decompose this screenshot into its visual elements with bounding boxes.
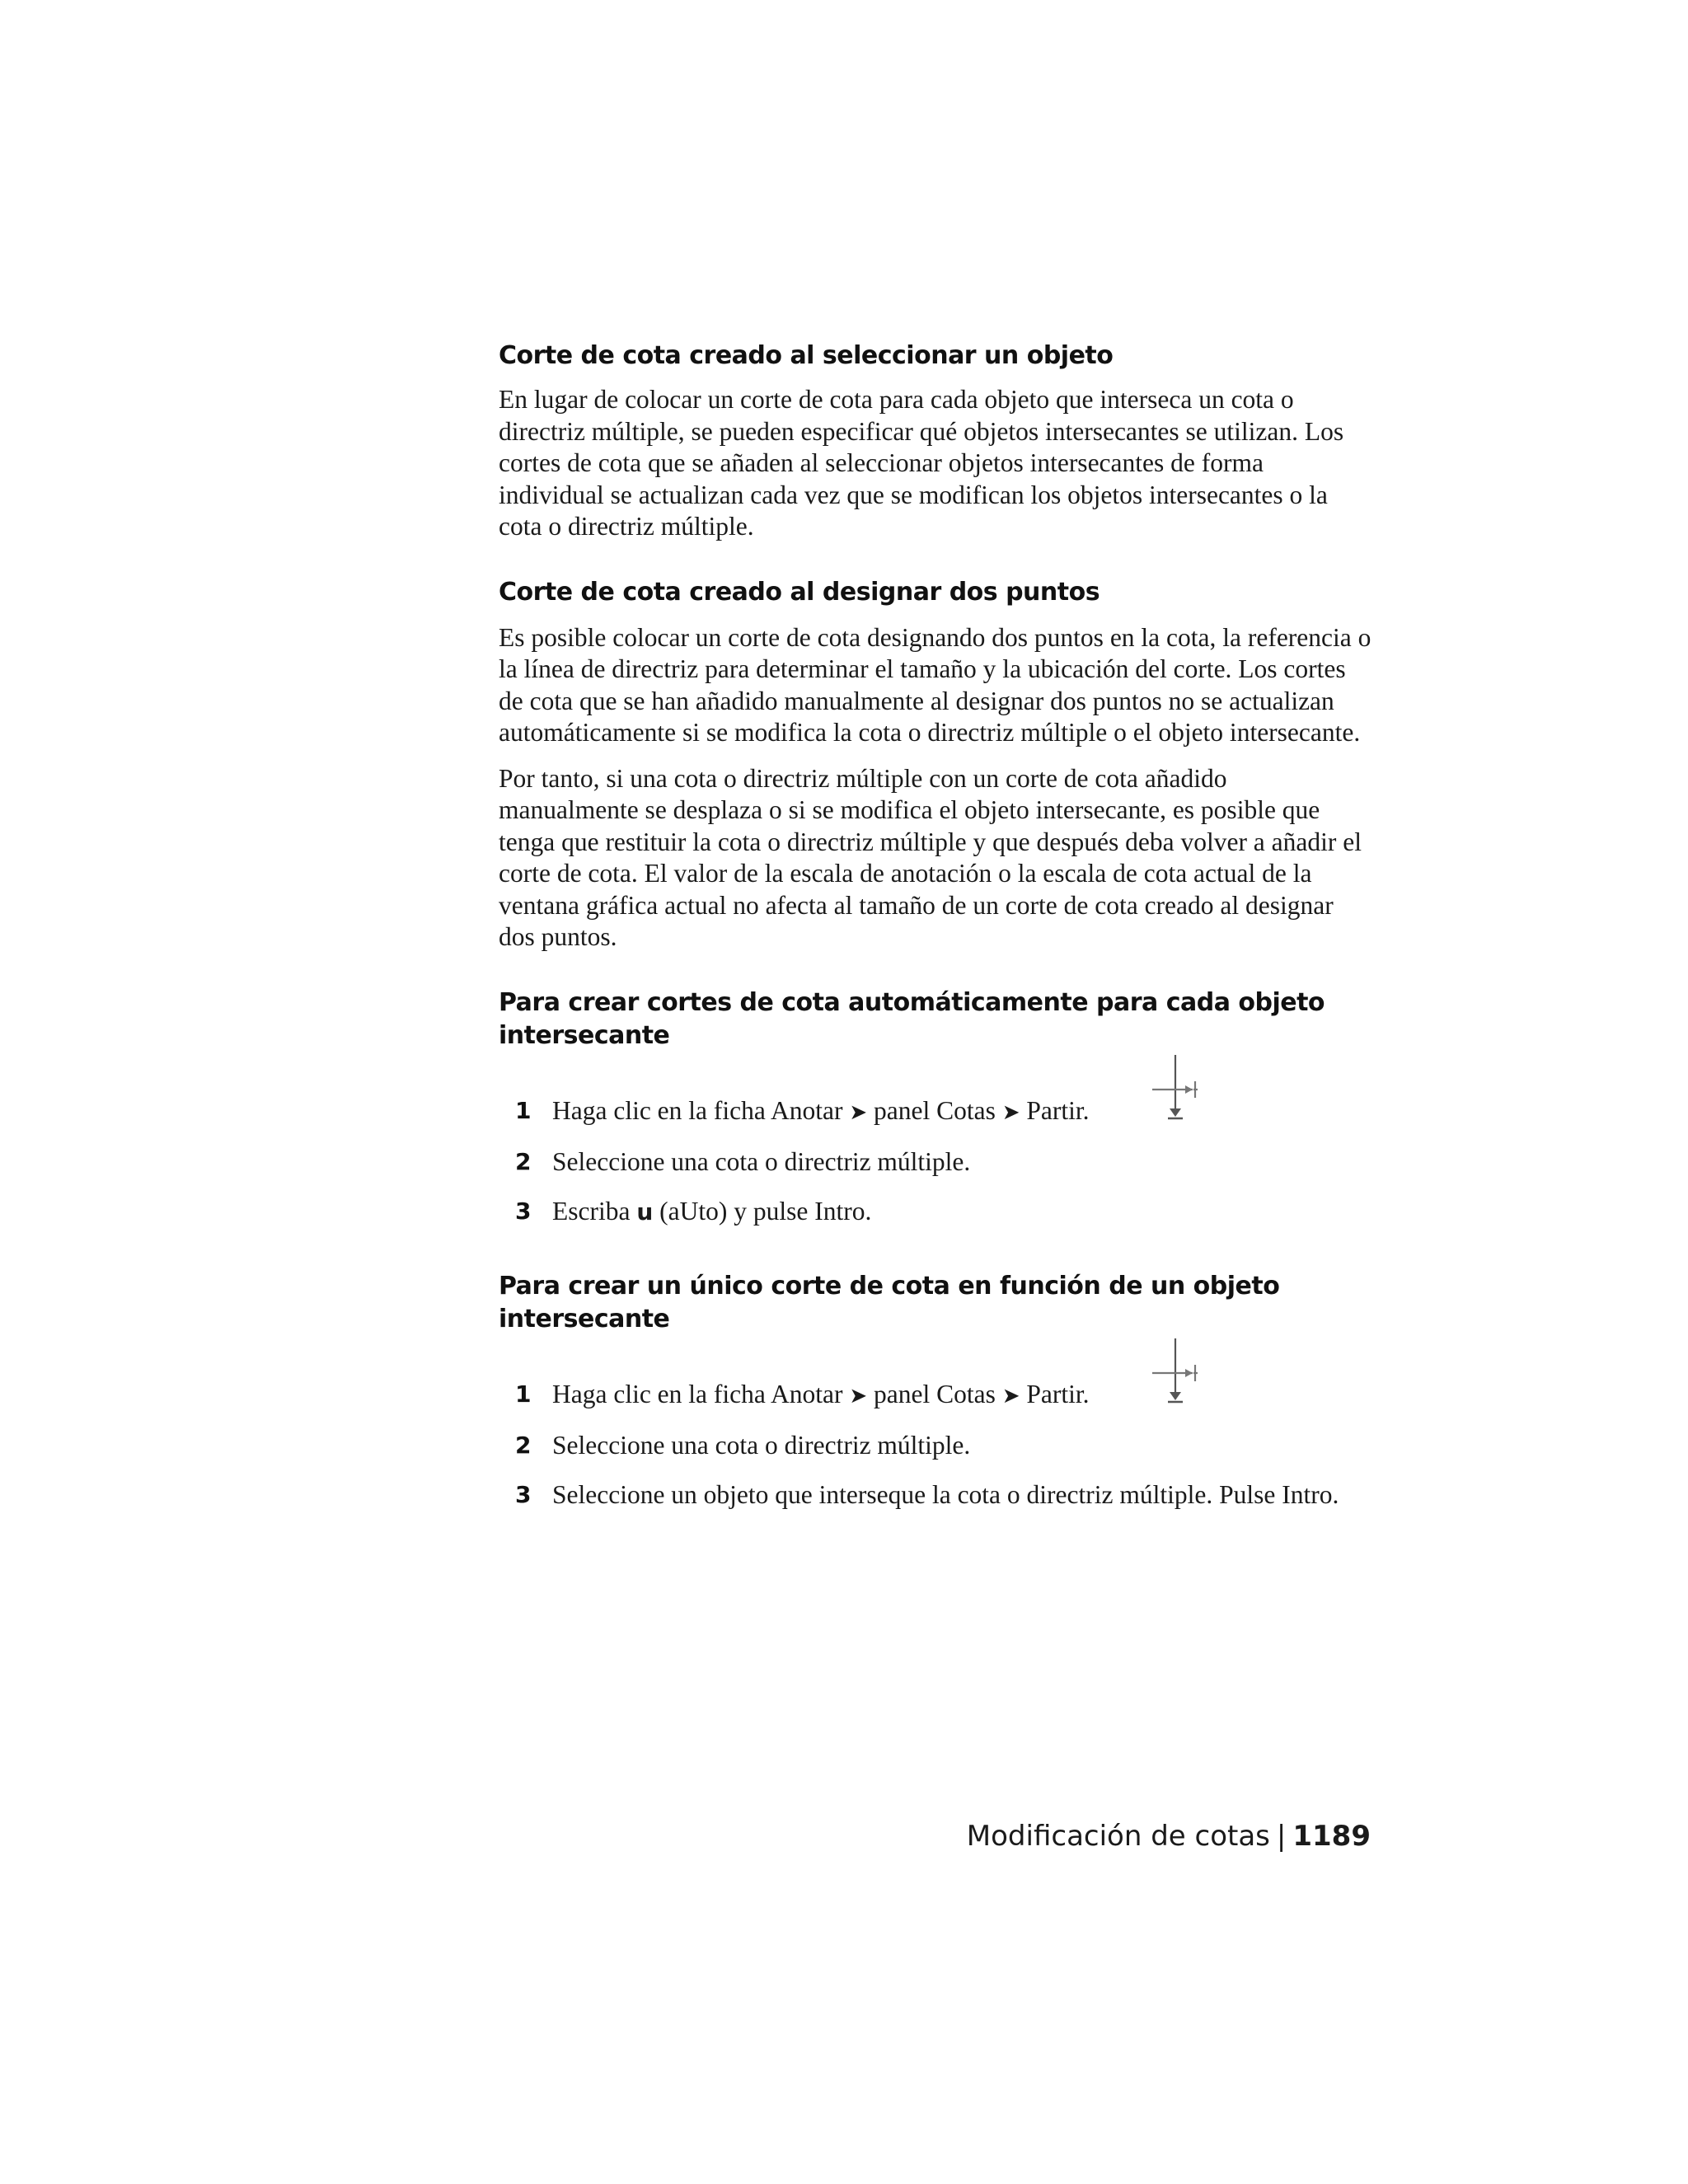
procedure-step bbox=[499, 1430, 1372, 1462]
footer-separator: | bbox=[1276, 1820, 1287, 1853]
procedure-step bbox=[499, 1479, 1372, 1511]
section-heading-two-points: Corte de cota creado al designar dos puntos bbox=[499, 577, 1100, 607]
step-text: Escriba u (aUto) y pulse Intro. bbox=[552, 1196, 872, 1226]
step-text: Seleccione una cota o directriz múltiple. bbox=[552, 1431, 971, 1460]
page-footer bbox=[967, 1818, 1371, 1854]
dimension-break-icon bbox=[1150, 1052, 1201, 1127]
step-number: 1 bbox=[515, 1380, 532, 1408]
procedure-step bbox=[499, 1196, 1372, 1229]
menu-arrow-icon: ➤ bbox=[849, 1384, 868, 1408]
step-text: Haga clic en la ficha Anotar ➤ panel Cotas ➤ Partir. bbox=[552, 1095, 1090, 1125]
procedure-heading-automatic: Para crear cortes de cota automáticamente para cada objeto intersecante bbox=[499, 987, 1325, 1050]
procedure-step bbox=[499, 1336, 1372, 1413]
paragraph-select-object: En lugar de colocar un corte de cota para cada objeto que interseca un cota o directriz múltiple, se pueden especificar qué objetos intersecantes se utilizan. Los cortes de cota que se añaden al seleccionar objetos intersecantes de forma individual se actualizan cada vez que se modifican los objetos intersecantes o la cota o directriz múltiple. bbox=[499, 385, 1344, 541]
procedure-heading-single: Para crear un único corte de cota en función de un objeto intersecante bbox=[499, 1272, 1280, 1333]
step-number: 2 bbox=[515, 1147, 532, 1175]
menu-arrow-icon: ➤ bbox=[849, 1099, 868, 1125]
step-text: Seleccione una cota o directriz múltiple. bbox=[552, 1146, 971, 1176]
menu-arrow-icon: ➤ bbox=[1001, 1384, 1020, 1408]
step-number: 2 bbox=[515, 1432, 532, 1459]
procedure-steps-single bbox=[499, 1336, 1372, 1511]
procedure-steps-automatic bbox=[499, 1052, 1372, 1229]
footer-section-title: Modificación de cotas bbox=[966, 1820, 1270, 1853]
procedure-step bbox=[499, 1052, 1372, 1129]
page-content bbox=[499, 340, 1372, 1511]
section-heading-select-object: Corte de cota creado al seleccionar un objeto bbox=[499, 341, 1114, 370]
step-number: 1 bbox=[515, 1096, 532, 1124]
procedure-step bbox=[499, 1146, 1372, 1179]
step-number: 3 bbox=[515, 1481, 532, 1508]
paragraph-two-points-2: Por tanto, si una cota o directriz múltiple con un corte de cota añadido manualmente se desplaza o si se modifica el objeto intersecante, es posible que tenga que restituir la cota o directriz múltiple y que después deba volver a añadir el corte de cota. El valor de la escala de anotación o la escala de cota actual de la ventana gráfica actual no afecta al tamaño de un corte de cota creado al designar dos puntos. bbox=[499, 763, 1362, 951]
step-text: Seleccione un objeto que interseque la cota o directriz múltiple. Pulse Intro. bbox=[552, 1480, 1339, 1509]
paragraph-two-points-1: Es posible colocar un corte de cota designando dos puntos en la cota, la referencia o la línea de directriz para determinar el tamaño y la ubicación del corte. Los cortes de cota que se han añadido manualmente al designar dos puntos no se actualizan automáticamente si se modifica la cota o directriz múltiple o el objeto intersecante. bbox=[499, 622, 1372, 747]
step-number: 3 bbox=[515, 1197, 532, 1225]
keyboard-input: u bbox=[636, 1197, 654, 1226]
dimension-break-icon bbox=[1150, 1336, 1201, 1410]
menu-arrow-icon: ➤ bbox=[1001, 1099, 1020, 1125]
page-number: 1189 bbox=[1292, 1820, 1371, 1853]
step-text: Haga clic en la ficha Anotar ➤ panel Cotas ➤ Partir. bbox=[552, 1380, 1090, 1408]
